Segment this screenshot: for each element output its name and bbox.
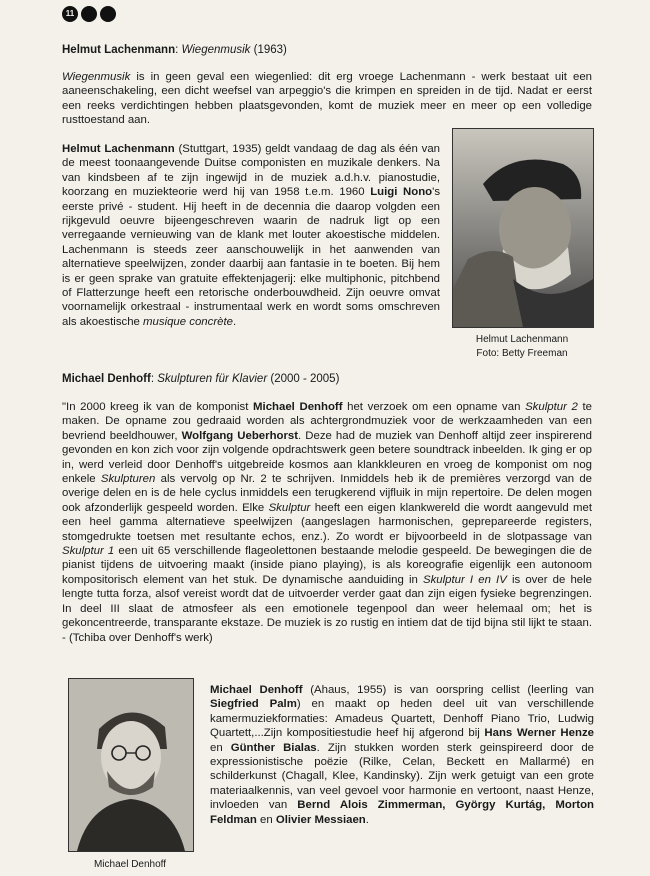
work-title-inline: Wiegenmusik	[62, 71, 131, 83]
photo-denhoff	[68, 678, 194, 852]
bio-term: musique concrète	[143, 315, 233, 328]
quote-text: het verzoek om een opname van	[342, 401, 526, 413]
page-header-dots	[62, 6, 116, 22]
quote-text: een uit 65 verschillende flageolettonen bestaande melodie gespeeld. De bewegingen die de pianist tijdens de uitvoering maakt (inside piano playing), is als koreografie eigenlijk een autonoom kompositorisch element van het stuk. De dynamische aanduiding in	[62, 545, 592, 586]
quote-text: als vervolg op Nr. 2 te schrijven. Inmiddels heb ik de premières verzorgd van de overige delen en is de hele cyclus inmiddels een terugkerend vijfluik in mijn repertoire. De delen mogen ook afzonderlijk gespeeld worden. Elke	[62, 473, 593, 514]
bio-name-henze: Hans Werner Henze	[484, 727, 594, 740]
decorative-dot	[100, 6, 116, 22]
work-year: (2000 - 2005)	[270, 373, 340, 385]
intro-paragraph	[62, 70, 592, 128]
quote-name: Wolfgang Ueberhorst	[181, 429, 299, 442]
bio-text: (Ahaus, 1955) is van oorspring cellist (leerling van	[302, 684, 594, 696]
bio-name: Helmut Lachenmann	[62, 143, 175, 155]
caption-credit: Foto: Betty Freeman	[476, 348, 568, 359]
intro-text: is in geen geval een wiegenlied: dit erg vroege Lachenmann - werk bestaat uit een aaneenschakeling, een dicht weefsel van arpeggio's die krimpen en spreiden in de tijd. Nadat er eerst een reeks verdichtingen hebben plaatsgevonden, komt de muziek meer en meer op een volledige rusttoestand aan.	[62, 71, 592, 127]
bio-text: 's eerste privé - student. Hij heeft in de decennia die daarop volgden een rijkgevuld oeuvre bijeengeschreven waarin de nadruk ligt op een verregaande vernieuwing van de klank met louter akoestische middelen. Lachenmann is steeds zeer aanschouwelijk in het aanwenden van alternatieve speelwijzen, zonder daarbij aan fantasie in te boeten. Bij hem is er geen sprake van gratuite effektenjagerij: elke multiphonic, pitchbend of Flatterzunge heeft een retorische onderbouwdheid. Zijn oeuvre omvat voornamelijk orkestraal - instrumentaal werk en wordt soms omschreven als akoestische	[62, 186, 441, 328]
bio-text: (Stuttgart, 1935) geldt vandaag de dag als één van de meest toonaangevende Duitse componisten en muzikale denkers. Na van kindsbeen af te zijn ingewijd in de muziek a.d.h.v. pianostudie, koorzang en muziekteorie werd hij van 1958 t.e.m. 1960	[62, 143, 441, 199]
quote-work: Skulptur	[268, 501, 311, 514]
bio-text: ) en maakt op heden deel uit van verschillende kamermuziekformaties: Amadeus Quartett, Denhoff Piano Trio, Ludwig Quartett,...Zijn kompositiestudie heef hij afgerond bij	[210, 698, 594, 740]
quote-work: Skulptur I en IV	[423, 573, 507, 586]
decorative-dot	[81, 6, 97, 22]
bio-name-messiaen: Olivier Messiaen	[275, 813, 366, 826]
quote-work: Skulptur 2	[525, 401, 578, 413]
caption-lachenmann	[452, 333, 592, 361]
photo-lachenmann	[452, 128, 594, 328]
quote-text: heeft een eigen klankwereld die wordt aangevuld met een heel gamma alternatieve speelwijzen (aangeslagen harmonischen, geprepareerde registers, stomgedrukte toetsen met resultante echos, enz.). Zo wordt er bijvoorbeeld in de slotpassage van	[62, 501, 592, 543]
caption-name: Helmut Lachenmann	[475, 334, 569, 345]
quote-text: "In 2000 kreeg ik van de komponist	[62, 401, 254, 413]
caption-denhoff: Michael Denhoff	[93, 859, 167, 870]
bio-denhoff	[210, 683, 594, 827]
bio-lachenmann	[62, 142, 440, 329]
bio-text: .	[232, 315, 237, 328]
quote-paragraph	[62, 400, 592, 645]
work-year: (1963)	[253, 44, 287, 56]
bio-name: Michael Denhoff	[210, 684, 303, 696]
page-number: 11	[62, 6, 78, 22]
bio-names-influences: Bernd Alois Zimmerman, György Kurtág, Morton Feldman	[210, 799, 594, 826]
bio-text: . Zijn stukken worden sterk geinspireerd door de expressionistische poëzie (Rilke, Celan, Beckett en Mallarmé) en schilderkunst (Chagall, Klee, Kandinsky). Zijn werk getuigt van een grote materiaalkennis, van veel gevoel voor harmonie en vertoont, naast Henze, invloeden van	[210, 741, 595, 812]
composer-name: Michael Denhoff	[62, 373, 151, 385]
quote-text: te maken. De opname zou gedraaid worden als achtergrondmuziek voor de werkzaamheden van een bevriend beeldhouwer,	[62, 401, 592, 442]
quote-text: . Deze had de muziek van Denhoff altijd zeer inspirerend gevonden en kon zich voor zijn volgende opdrachtswerk geen betere soundtrack inbeelden. Ik ging er op in, werd verleid door Denhoff's uitgebreide kosmos aan klankkleuren en vroeg de komponist om nog enkele	[62, 429, 592, 486]
work-title: Skulpturen für Klavier	[157, 373, 268, 385]
bio-text: en	[210, 741, 231, 754]
quote-text: is over de hele lengte tutta forza, alsof vereist wordt dat de uitvoerder verder gaat dan zijn eigen fysieke begrenzingen. In deel III slaat de atmosfeer als een emotionele tegenpool dan weer helemaal om; het is gekoncentreerde, transparante ekstaze. De muziek is zo rustig en intiem dat de tijd bijna stil lijkt te staan. - (Tchiba over Denhoff's werk)	[62, 573, 592, 644]
bio-name-nono: Luigi Nono	[370, 186, 433, 199]
quote-work: Skulptur 1	[62, 545, 115, 558]
section-title-denhoff: Michael Denhoff: Skulpturen für Klavier (2000 - 2005)	[62, 373, 340, 385]
bio-text: en	[256, 813, 276, 826]
section-title-lachenmann: Helmut Lachenmann: Wiegenmusik (1963)	[62, 44, 287, 56]
work-title: Wiegenmusik	[181, 44, 251, 56]
bio-name-bialas: Günther Bialas	[230, 741, 317, 754]
composer-name: Helmut Lachenmann	[62, 44, 176, 56]
quote-name: Michael Denhoff	[253, 401, 343, 413]
quote-work: Skulpturen	[100, 473, 156, 486]
bio-name-palm: Siegfried Palm	[210, 698, 297, 711]
bio-text: .	[365, 813, 369, 826]
